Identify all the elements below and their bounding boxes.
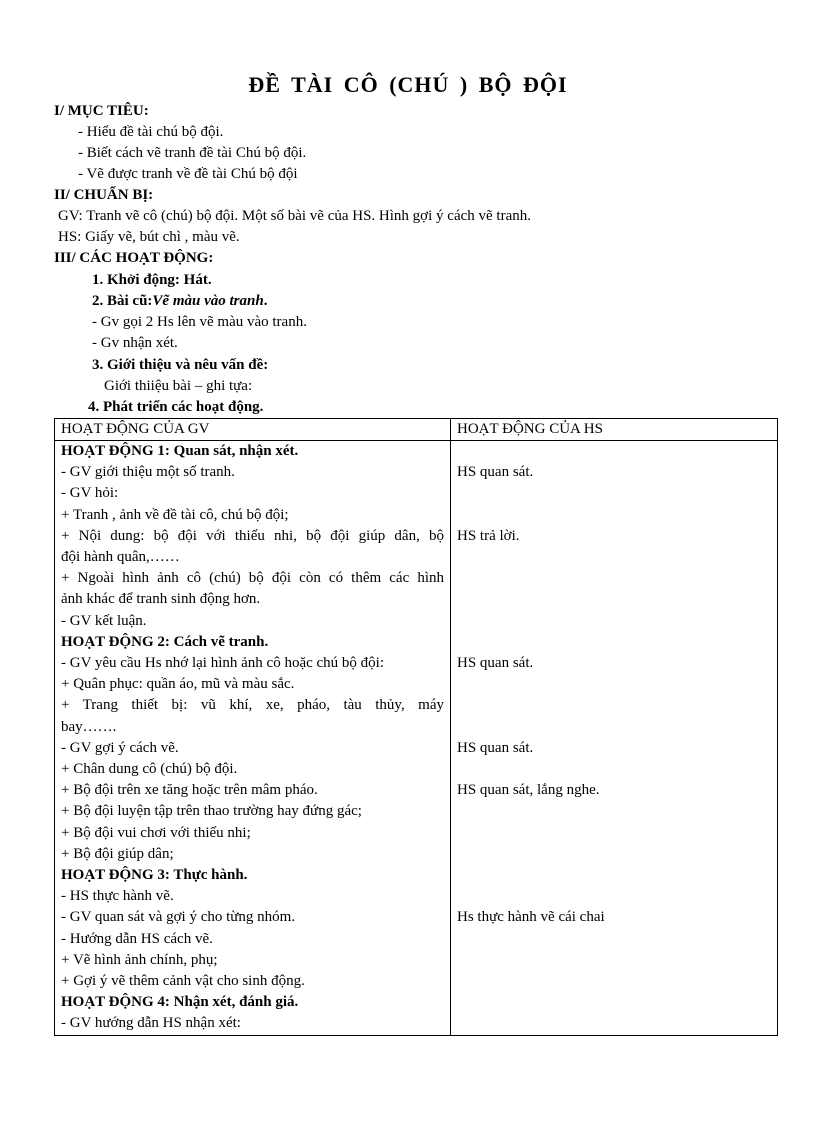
gv-line: - GV kết luận.: [61, 612, 147, 629]
hs-line: [457, 632, 771, 653]
hs-line: [457, 971, 771, 992]
hs-line: [457, 844, 771, 865]
hs-line: [457, 568, 771, 589]
hs-line: HS quan sát.: [457, 464, 534, 481]
hs-line: [457, 1013, 771, 1034]
hs-line: [457, 441, 771, 462]
gv-line: - Hướng dẫn HS cách vẽ.: [61, 930, 213, 947]
step-2-item: - Gv nhận xét.: [92, 335, 178, 351]
gv-line: - GV gợi ý cách vẽ.: [61, 739, 179, 756]
step-2: [92, 291, 267, 312]
prep-gv: GV: Tranh vẽ cô (chú) bộ đội. Một số bài vẽ của HS. Hình gợi ý cách vẽ tranh.: [58, 208, 531, 224]
header-gv-label: HOẠT ĐỘNG CỦA GV: [61, 421, 210, 437]
step-3-text: Giới thiiệu bài – ghi tựa:: [104, 378, 253, 394]
gv-line: - GV quan sát và gợi ý cho từng nhóm.: [61, 909, 296, 926]
header-gv: [55, 419, 451, 441]
gv-line: - GV hướng dẫn HS nhận xét:: [61, 1015, 241, 1032]
hs-line: [457, 950, 771, 971]
gv-line: bay…….: [61, 718, 117, 735]
hs-line: [457, 823, 771, 844]
section-1-heading: I/ MỤC TIÊU:: [54, 103, 149, 119]
step-3: 3. Giới thiệu và nêu vấn đề:: [92, 357, 269, 373]
hs-line: [457, 611, 771, 632]
header-hs: [451, 419, 778, 441]
gv-line: + Bộ đội giúp dân;: [61, 845, 174, 862]
table-body-row: [55, 441, 778, 1036]
gv-line: - GV hỏi:: [61, 485, 119, 502]
gv-line: + Nội dung: bộ đội với thiếu nhi, bộ đội giúp dân, bộ: [61, 527, 444, 544]
hs-line: [457, 929, 771, 950]
gv-column: [55, 441, 451, 1036]
hs-line: HS trả lời.: [457, 527, 520, 544]
gv-line: + Vẽ hình ảnh chính, phụ;: [61, 951, 218, 968]
hs-line: [457, 992, 771, 1013]
gv-line: + Bộ đội trên xe tăng hoặc trên mâm pháo.: [61, 782, 318, 799]
step-1: 1. Khởi động: Hát.: [92, 272, 212, 288]
gv-line: + Quân phục: quần áo, mũ và màu sắc.: [61, 676, 295, 693]
activities-table: [54, 418, 778, 1036]
hs-line: [457, 717, 771, 738]
step-4: 4. Phát triển các hoạt động.: [88, 399, 264, 415]
hs-line: HS quan sát.: [457, 739, 534, 756]
gv-line: + Bộ đội luyện tập trên thao trường hay đứng gác;: [61, 803, 362, 820]
step-2-label: 2. Bài cũ:: [92, 293, 153, 309]
activity-heading: HOẠT ĐỘNG 3: Thực hành.: [61, 867, 248, 884]
gv-line: + Chân dung cô (chú) bộ đội.: [61, 761, 238, 778]
gv-line: - GV giới thiệu một số tranh.: [61, 464, 235, 481]
hs-line: [457, 759, 771, 780]
gv-line: - GV yêu cầu Hs nhớ lại hình ảnh cô hoặc chú bộ đội:: [61, 655, 384, 672]
prep-hs: HS: Giấy vẽ, bút chì , màu vẽ.: [58, 229, 240, 245]
step-2-title: Vẽ màu vào tranh: [152, 293, 264, 309]
hs-line: [457, 483, 771, 504]
gv-line: + Tranh , ảnh về đề tài cô, chú bộ đội;: [61, 506, 289, 523]
activity-heading: HOẠT ĐỘNG 2: Cách vẽ tranh.: [61, 633, 269, 650]
hs-line: [457, 547, 771, 568]
table-header-row: [55, 419, 778, 441]
objective-item: - Vẽ được tranh về đề tài Chú bộ đội: [78, 166, 298, 182]
gv-line: + Trang thiết bị: vũ khí, xe, pháo, tàu thủy, máy: [61, 697, 444, 714]
gv-line: - HS thực hành vẽ.: [61, 888, 174, 905]
hs-line: HS quan sát, lắng nghe.: [457, 782, 600, 799]
hs-line: [457, 674, 771, 695]
hs-line: [457, 865, 771, 886]
gv-line: đội hành quân,……: [61, 549, 180, 566]
header-hs-label: HOẠT ĐỘNG CỦA HS: [457, 421, 603, 437]
step-2-end: .: [263, 293, 268, 309]
hs-line: [457, 886, 771, 907]
hs-line: Hs thực hành vẽ cái chai: [457, 909, 605, 926]
section-2-heading: II/ CHUẨN BỊ:: [54, 187, 154, 203]
hs-line: [457, 801, 771, 822]
objective-item: - Biết cách vẽ tranh đề tài Chú bộ đội.: [78, 145, 307, 161]
gv-line: + Bộ đội vui chơi với thiếu nhi;: [61, 824, 251, 841]
hs-line: [457, 505, 771, 526]
hs-line: [457, 589, 771, 610]
section-3-heading: III/ CÁC HOẠT ĐỘNG:: [54, 250, 214, 266]
gv-line: + Gợi ý vẽ thêm cảnh vật cho sinh động.: [61, 973, 305, 990]
gv-line: + Ngoài hình ảnh cô (chú) bộ đội còn có thêm các hình: [61, 570, 444, 587]
gv-line: ảnh khác để tranh sinh động hơn.: [61, 591, 261, 608]
hs-column: [451, 441, 778, 1036]
page-title: ĐỀ TÀI CÔ (CHÚ ) BỘ ĐỘI: [248, 72, 568, 97]
activity-heading: HOẠT ĐỘNG 1: Quan sát, nhận xét.: [61, 443, 299, 459]
hs-line: HS quan sát.: [457, 655, 534, 672]
activity-heading: HOẠT ĐỘNG 4: Nhận xét, đánh giá.: [61, 994, 299, 1011]
objective-item: - Hiểu đề tài chú bộ đội.: [78, 124, 224, 140]
step-2-item: - Gv gọi 2 Hs lên vẽ màu vào tranh.: [92, 314, 307, 330]
hs-line: [457, 695, 771, 716]
